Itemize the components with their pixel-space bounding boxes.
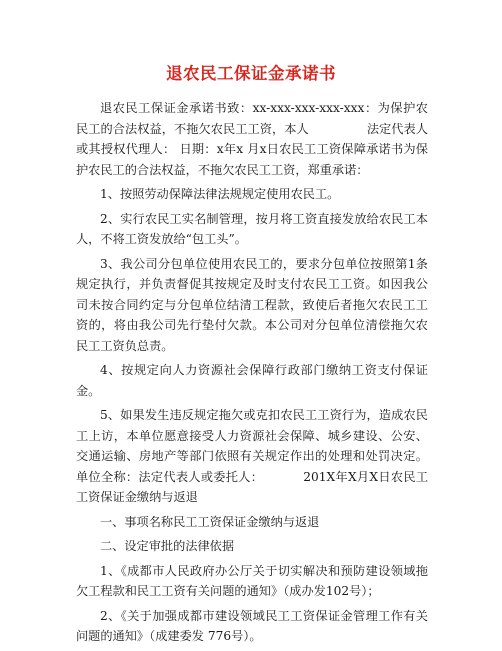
paragraph-intro-part2: 法定代表人或其授权代理人： 日期：x年x 月x日农民工工资保障承诺书为保护农民工的合法权益，不拖欠农民工工资，郑重承诺：: [76, 121, 428, 177]
paragraph-item-5: [76, 405, 428, 508]
document-body: [76, 98, 428, 651]
paragraph-intro-part1: 退农民工保证金承诺书致：xx-xxx-xxx-xxx-xxx：为保护农民工的合法权益，不拖欠农民工工资，本人: [76, 101, 428, 136]
paragraph-basis-1: 1、《成都市人民政府办公厅关于切实解决和预防建设领域拖欠工程款和民工工资有关问题的通知》（成办发102号）；: [76, 563, 428, 598]
paragraph-section-2: 二、设定审批的法律依据: [100, 539, 235, 553]
paragraph-section-1: 一、事项名称民工工资保证金缴纳与返退: [100, 514, 320, 529]
paragraph-item-5-part1: 5、如果发生违反规定拖欠或克扣农民工工资行为，造成农民工上访，本单位愿意接受人力资源社会保障、城乡建设、公安、交通运输、房地产等部门依照有关规定作出的处理和处罚决定。单位全称：法定代表人或委托人：: [76, 408, 428, 484]
paragraph-item-2: 2、实行农民工实名制管理，按月将工资直接发放给农民工本人，不将工资发放给“包工头”。: [76, 211, 428, 246]
paragraph-item-5-part2: 201X年X月X日农民工工资保证金缴纳与返退: [76, 469, 429, 504]
paragraph-basis-2: 2、《关于加强成都市建设领域民工工资保证金管理工作有关问题的通知》（成建委发 776号）。: [76, 608, 428, 643]
paragraph-intro: [76, 98, 428, 180]
document-title: 退农民工保证金承诺书: [166, 64, 336, 83]
paragraph-item-3: 3、我公司分包单位使用农民工的，要求分包单位按照第1条规定执行，并负责督促其按规定及时支付农民工工资。如因我公司未按合同约定与分包单位结清工程款，致使后者拖欠农民工工资的，将由我公司先行垫付欠款。本公司对分包单位清偿拖欠农民工工资负总责。: [76, 256, 428, 353]
paragraph-item-4: 4、按规定向人力资源社会保障行政部门缴纳工资支付保证金。: [76, 363, 428, 398]
paragraph-item-1: 1、按照劳动保障法律法规规定使用农民工。: [100, 187, 340, 201]
